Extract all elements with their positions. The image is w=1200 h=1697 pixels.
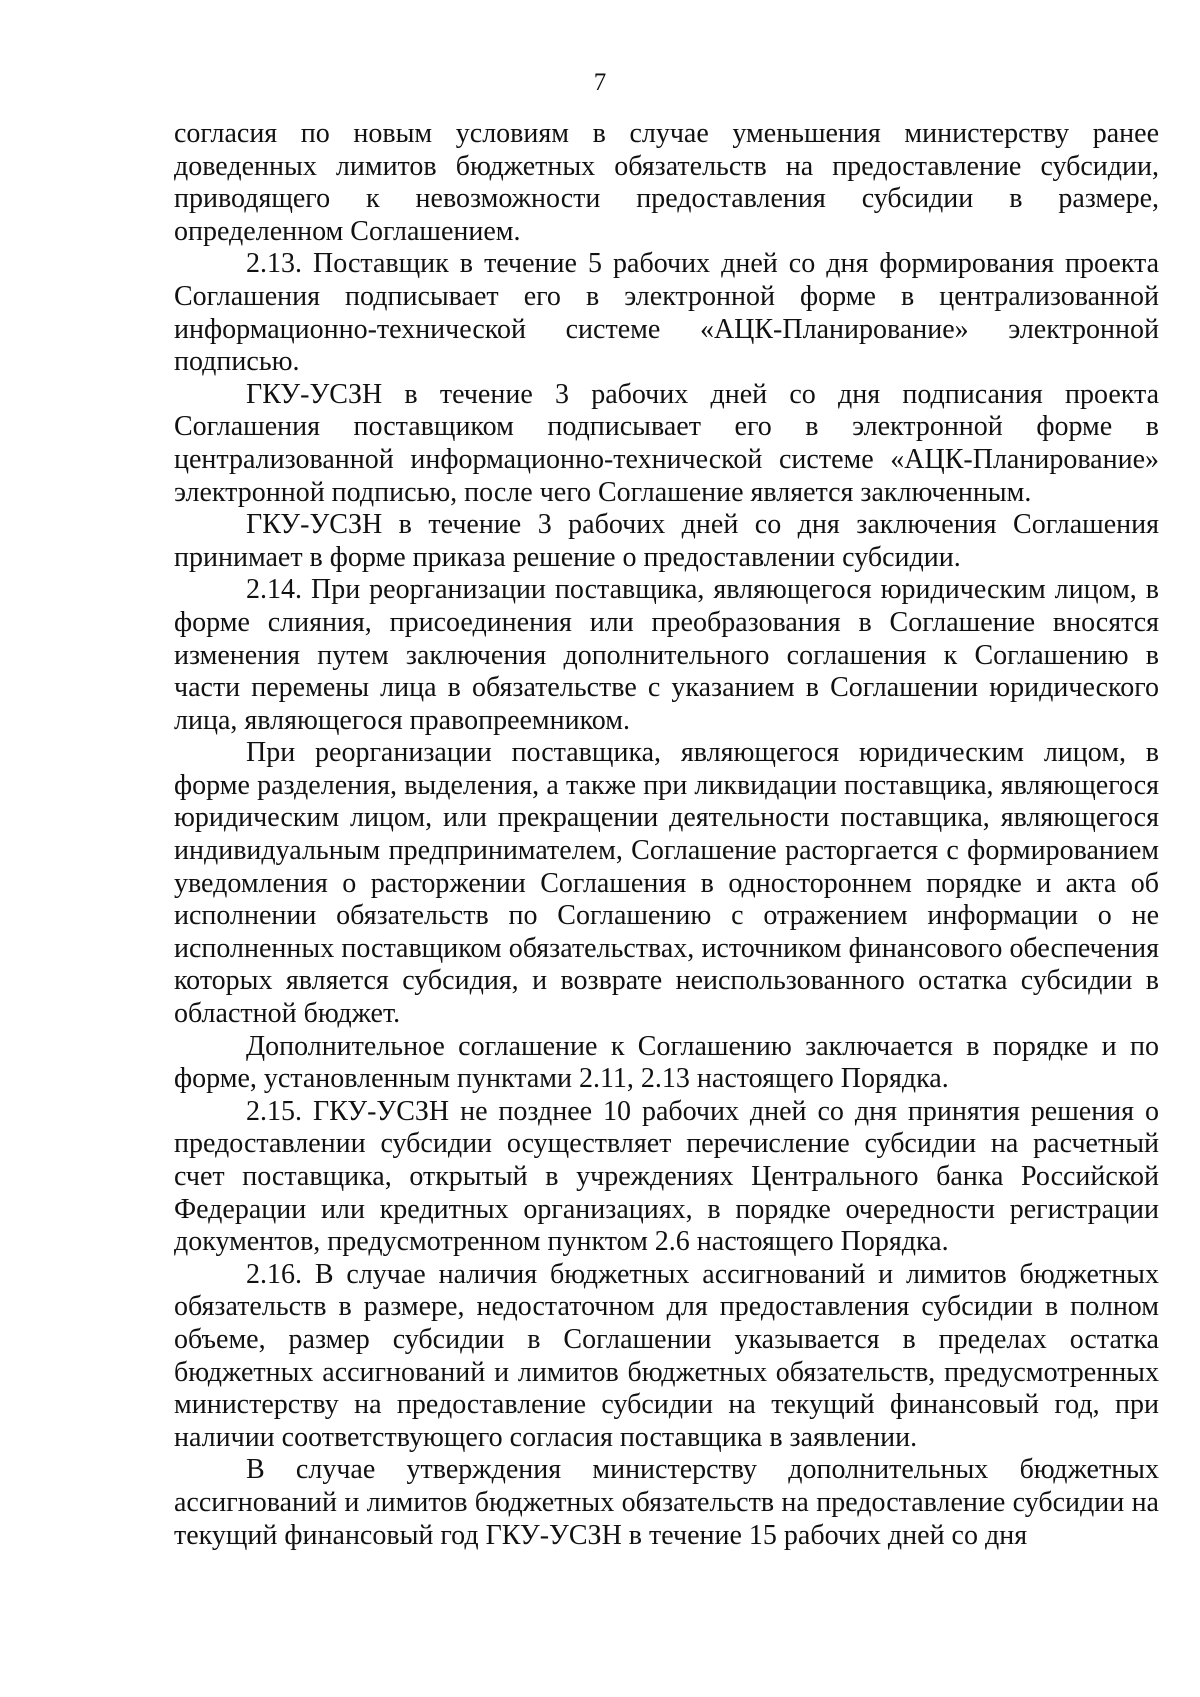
- document-body: [174, 118, 1159, 1552]
- paragraph-2-13-decision: ГКУ-УСЗН в течение 3 рабочих дней со дня заключения Соглашения принимает в форме приказа решение о предоставлении субсидии.: [174, 509, 1159, 573]
- paragraph-2-13: 2.13. Поставщик в течение 5 рабочих дней со дня формирования проекта Соглашения подписывает его в электронной форме в централизованной информационно-технической системе «АЦК-Планирование» электронной подписью.: [174, 248, 1159, 378]
- page-number: 7: [593, 69, 607, 96]
- paragraph-2-14-additional: Дополнительное соглашение к Соглашению заключается в порядке и по форме, установленным пунктами 2.11, 2.13 настоящего Порядка.: [174, 1030, 1159, 1095]
- paragraph-2-16-approval: В случае утверждения министерству дополнительных бюджетных ассигнований и лимитов бюджетных обязательств на предоставление субсидии на текущий финансовый год ГКУ-УСЗН в течение 15 рабочих дней со дня: [174, 1454, 1159, 1551]
- paragraph-2-14: 2.14. При реорганизации поставщика, являющегося юридическим лицом, в форме слияния, присоединения или преобразования в Соглашение вносятся изменения путем заключения дополнительного соглашения к Соглашению в части перемены лица в обязательстве с указанием в Соглашении юридического лица, являющегося правопреемником.: [174, 574, 1159, 736]
- paragraph-2-14-termination: При реорганизации поставщика, являющегося юридическим лицом, в форме разделения, выделения, а также при ликвидации поставщика, являющегося юридическим лицом, или прекращении деятельности поставщика, являющегося индивидуальным предпринимателем, Соглашение расторгается с формированием уведомления о расторжении Соглашения в одностороннем порядке и акта об исполнении обязательств по Соглашению с отражением информации о не исполненных поставщиком обязательствах, источником финансового обеспечения которых является субсидия, и возврате неиспользованного остатка субсидии в областной бюджет.: [174, 737, 1159, 1030]
- paragraph-2-15: 2.15. ГКУ-УСЗН не позднее 10 рабочих дней со дня принятия решения о предоставлении субсидии осуществляет перечисление субсидии на расчетный счет поставщика, открытый в учреждениях Центрального банка Российской Федерации или кредитных организациях, в порядке очередности регистрации документов, предусмотренном пунктом 2.6 настоящего Порядка.: [174, 1095, 1159, 1258]
- paragraph-2-13-signing: ГКУ-УСЗН в течение 3 рабочих дней со дня подписания проекта Соглашения поставщиком подписывает его в электронной форме в централизованной информационно-технической системе «АЦК-Планирование» электронной подписью, после чего Соглашение является заключенным.: [174, 378, 1159, 508]
- paragraph-continuation: согласия по новым условиям в случае уменьшения министерству ранее доведенных лимитов бюджетных обязательств на предоставление субсидии, приводящего к невозможности предоставления субсидии в размере, определенном Соглашением.: [174, 118, 1159, 247]
- paragraph-2-16: 2.16. В случае наличия бюджетных ассигнований и лимитов бюджетных обязательств в размере, недостаточном для предоставления субсидии в полном объеме, размер субсидии в Соглашении указывается в пределах остатка бюджетных ассигнований и лимитов бюджетных обязательств, предусмотренных министерству на предоставление субсидии на текущий финансовый год, при наличии соответствующего согласия поставщика в заявлении.: [174, 1258, 1159, 1453]
